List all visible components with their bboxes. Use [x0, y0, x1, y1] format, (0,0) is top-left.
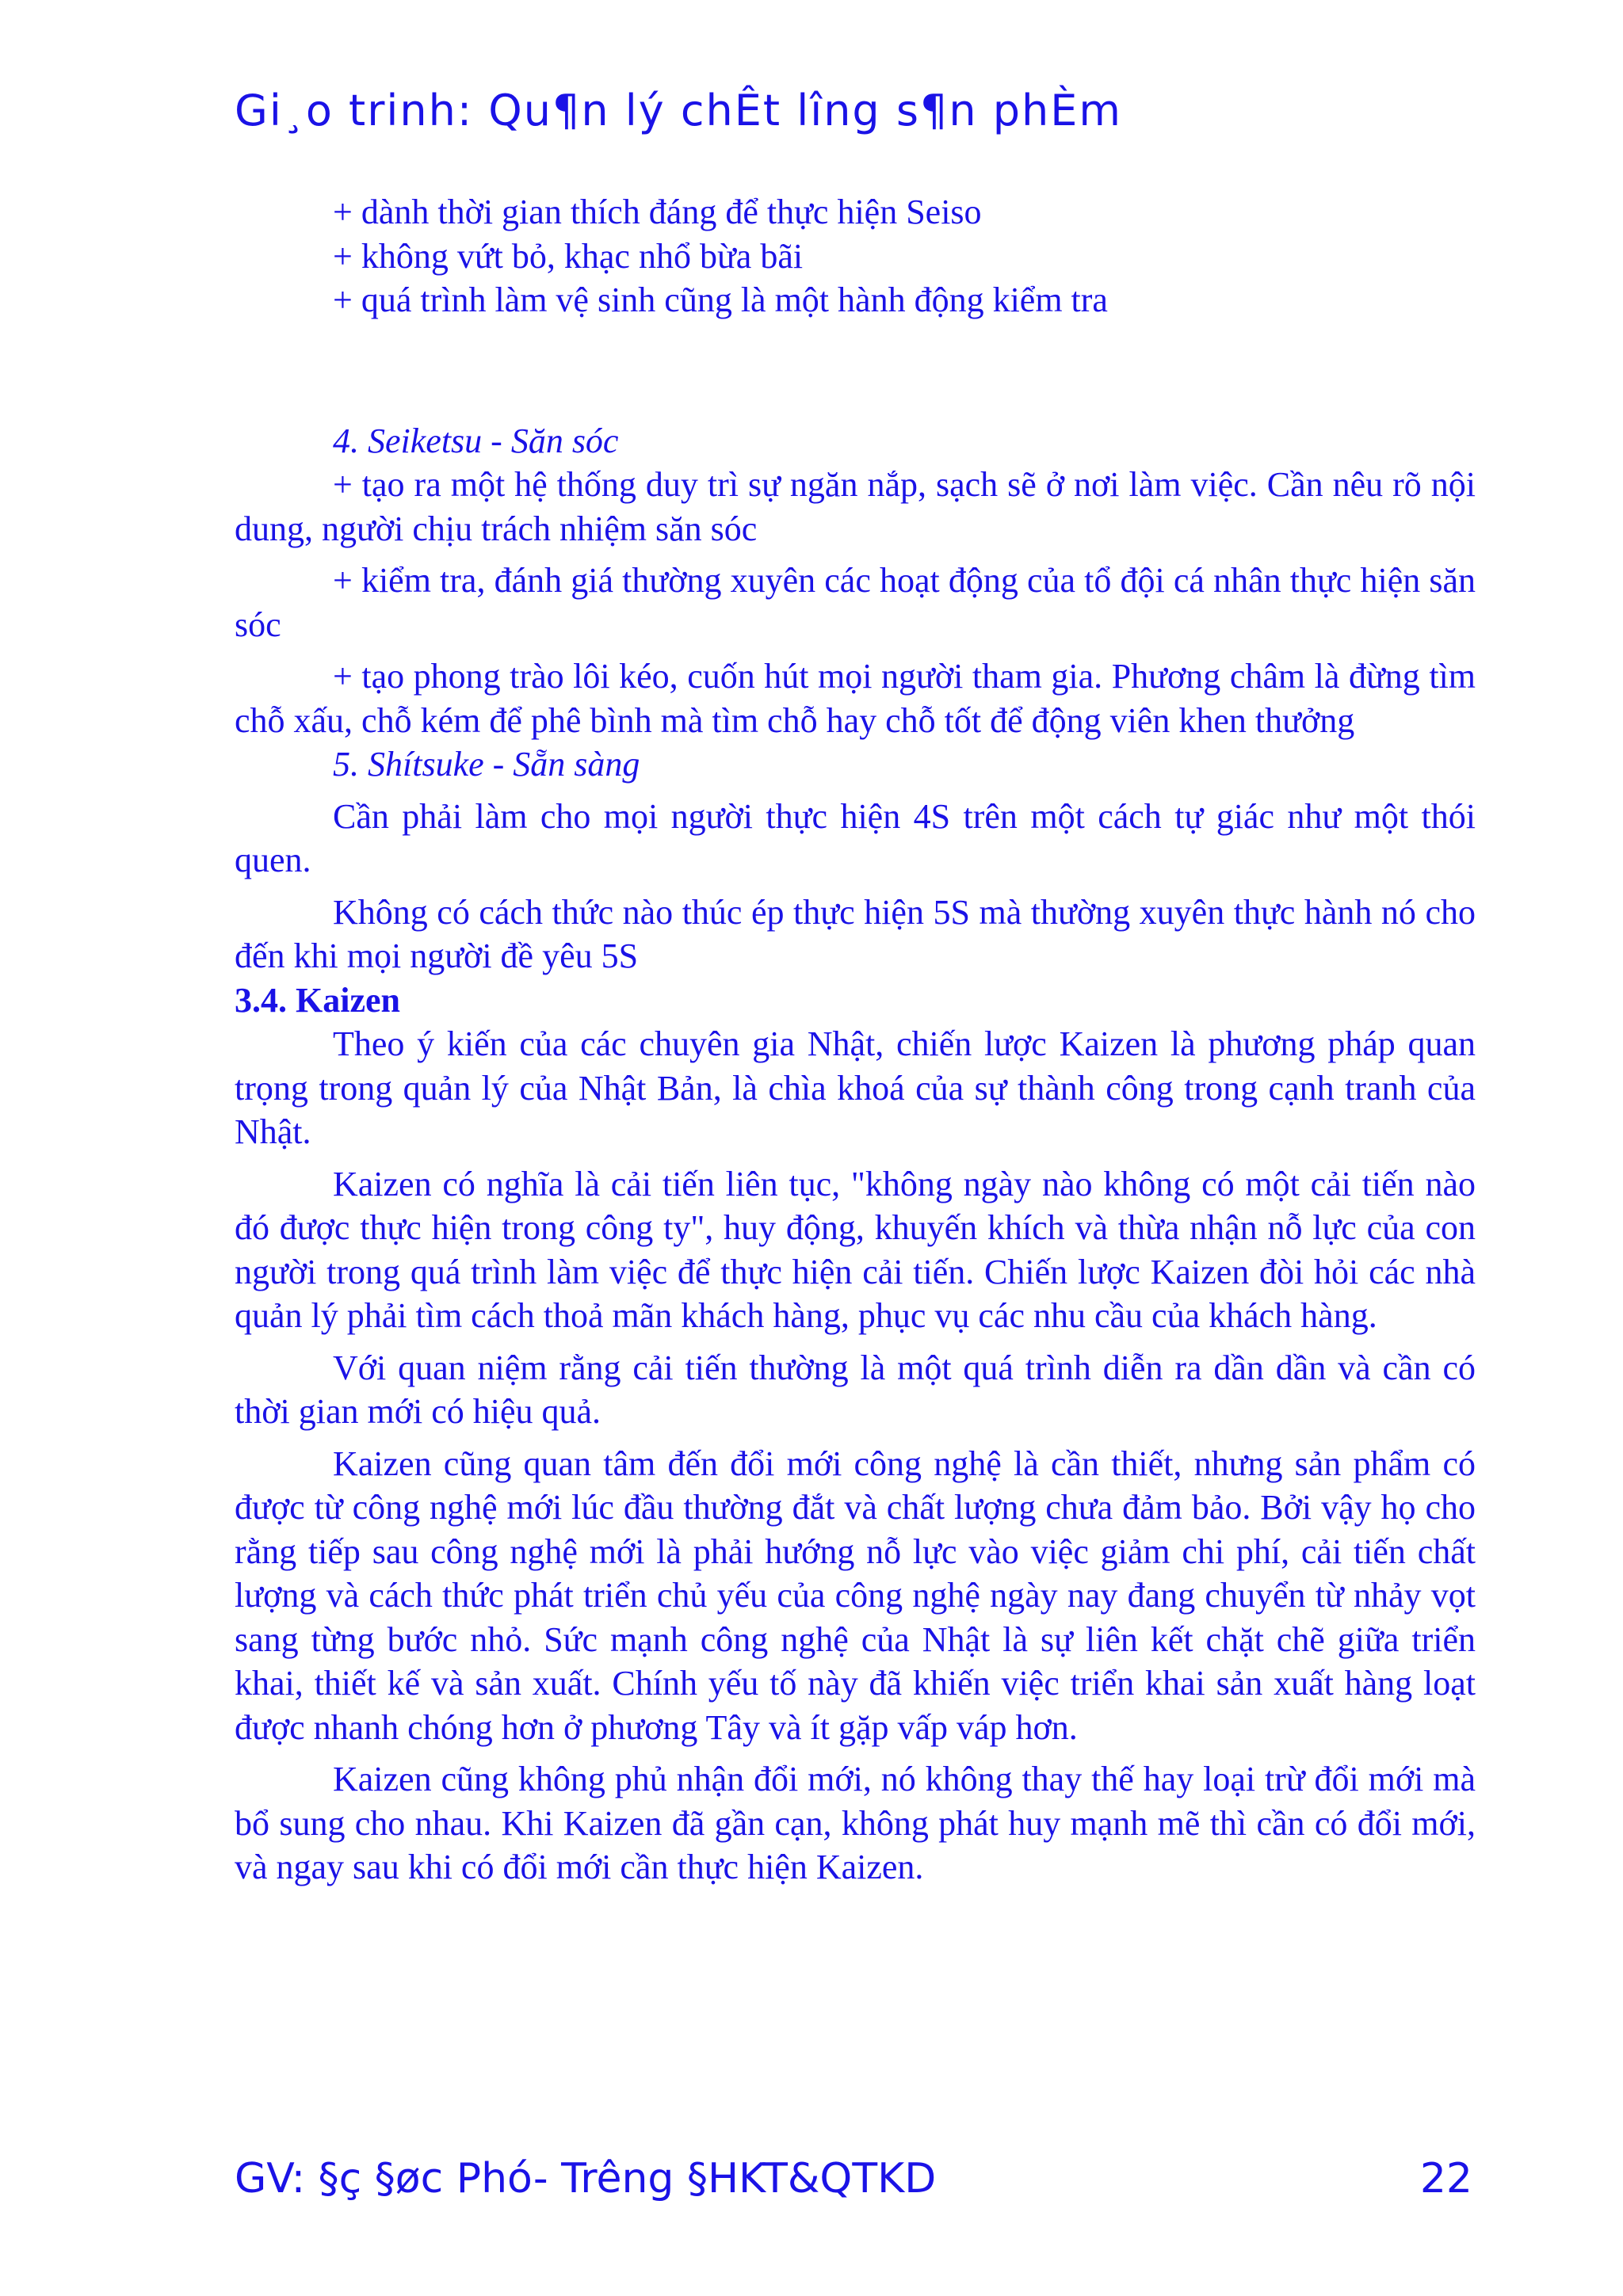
section-title-seiketsu: 4. Seiketsu - Săn sóc [333, 421, 619, 460]
bullet-item: + không vứt bỏ, khạc nhổ bừa bãi [333, 236, 804, 276]
section-heading-kaizen: 3.4. Kaizen [235, 980, 400, 1020]
page-number: 22 [1419, 2155, 1472, 2203]
page-body [235, 190, 1476, 1890]
spacer [235, 322, 1476, 419]
bullet-paragraph: + tạo ra một hệ thống duy trì sự ngăn nắp, sạch sẽ ở nơi làm việc. Cần nêu rõ nội dung, người chịu trách nhiệm săn sóc [235, 465, 1476, 548]
bullet-item: + dành thời gian thích đáng để thực hiện Seiso [333, 193, 982, 231]
body-paragraph: Kaizen có nghĩa là cải tiến liên tục, "không ngày nào không có một cải tiến nào đó được thực hiện trong công ty", huy động, khuyến khích và thừa nhận nỗ lực của con người trong quá trình làm việc để thực hiện cải tiến. Chiến lược Kaizen đòi hỏi các nhà quản lý phải tìm cách thoả mãn khách hàng, phục vụ các nhu cầu của khách hàng. [235, 1164, 1476, 1335]
bullet-item: + quá trình làm vệ sinh cũng là một hành động kiểm tra [333, 280, 1108, 319]
section-title-shitsuke: 5. Shítsuke - Sẵn sàng [333, 745, 640, 784]
body-paragraph: Không có cách thức nào thúc ép thực hiện 5S mà thường xuyên thực hành nó cho đến khi mọi người đề yêu 5S [235, 892, 1476, 975]
running-footer-author: GV: §ç §øc Phó- Trêng §HKT&QTKD [235, 2155, 937, 2203]
body-paragraph: Kaizen cũng không phủ nhận đổi mới, nó không thay thế hay loại trừ đổi mới mà bổ sung cho nhau. Khi Kaizen đã gần cạn, không phát huy mạnh mẽ thì cần có đổi mới, và ngay sau khi có đổi mới cần thực hiện Kaizen. [235, 1760, 1476, 1886]
bullet-paragraph: + tạo phong trào lôi kéo, cuốn hút mọi người tham gia. Phương châm là đừng tìm chỗ xấu, chỗ kém để phê bình mà tìm chỗ hay chỗ tốt để động viên khen thưởng [235, 657, 1476, 740]
body-paragraph: Cần phải làm cho mọi người thực hiện 4S trên một cách tự giác như một thói quen. [235, 796, 1476, 879]
body-paragraph: Kaizen cũng quan tâm đến đổi mới công nghệ là cần thiết, nhưng sản phẩm có được từ công nghệ mới lúc đầu thường đắt và chất lượng chưa đảm bảo. Bởi vậy họ cho rằng tiếp sau công nghệ mới là phải hướng nỗ lực vào việc giảm chi phí, cải tiến chất lượng và cách thức phát triển chủ yếu của công nghệ ngày nay đang chuyển từ nhảy vọt sang từng bước nhỏ. Sức mạnh công nghệ của Nhật là sự liên kết chặt chẽ giữa triển khai, thiết kế và sản xuất. Chính yếu tố này đã khiến việc triển khai sản xuất hàng loạt được nhanh chóng hơn ở phương Tây và ít gặp vấp váp hơn. [235, 1444, 1476, 1747]
body-paragraph: Với quan niệm rằng cải tiến thường là một quá trình diễn ra dần dần và cần có thời gian mới có hiệu quả. [235, 1348, 1476, 1431]
bullet-paragraph: + kiểm tra, đánh giá thường xuyên các hoạt động của tổ đội cá nhân thực hiện săn sóc [235, 561, 1476, 644]
running-header: Gi¸o trinh: Qu¶n lý chÊt lîng s¶n phÈm [235, 86, 1122, 135]
body-paragraph: Theo ý kiến của các chuyên gia Nhật, chiến lược Kaizen là phương pháp quan trọng trong quản lý của Nhật Bản, là chìa khoá của sự thành công trong cạnh tranh của Nhật. [235, 1024, 1476, 1151]
